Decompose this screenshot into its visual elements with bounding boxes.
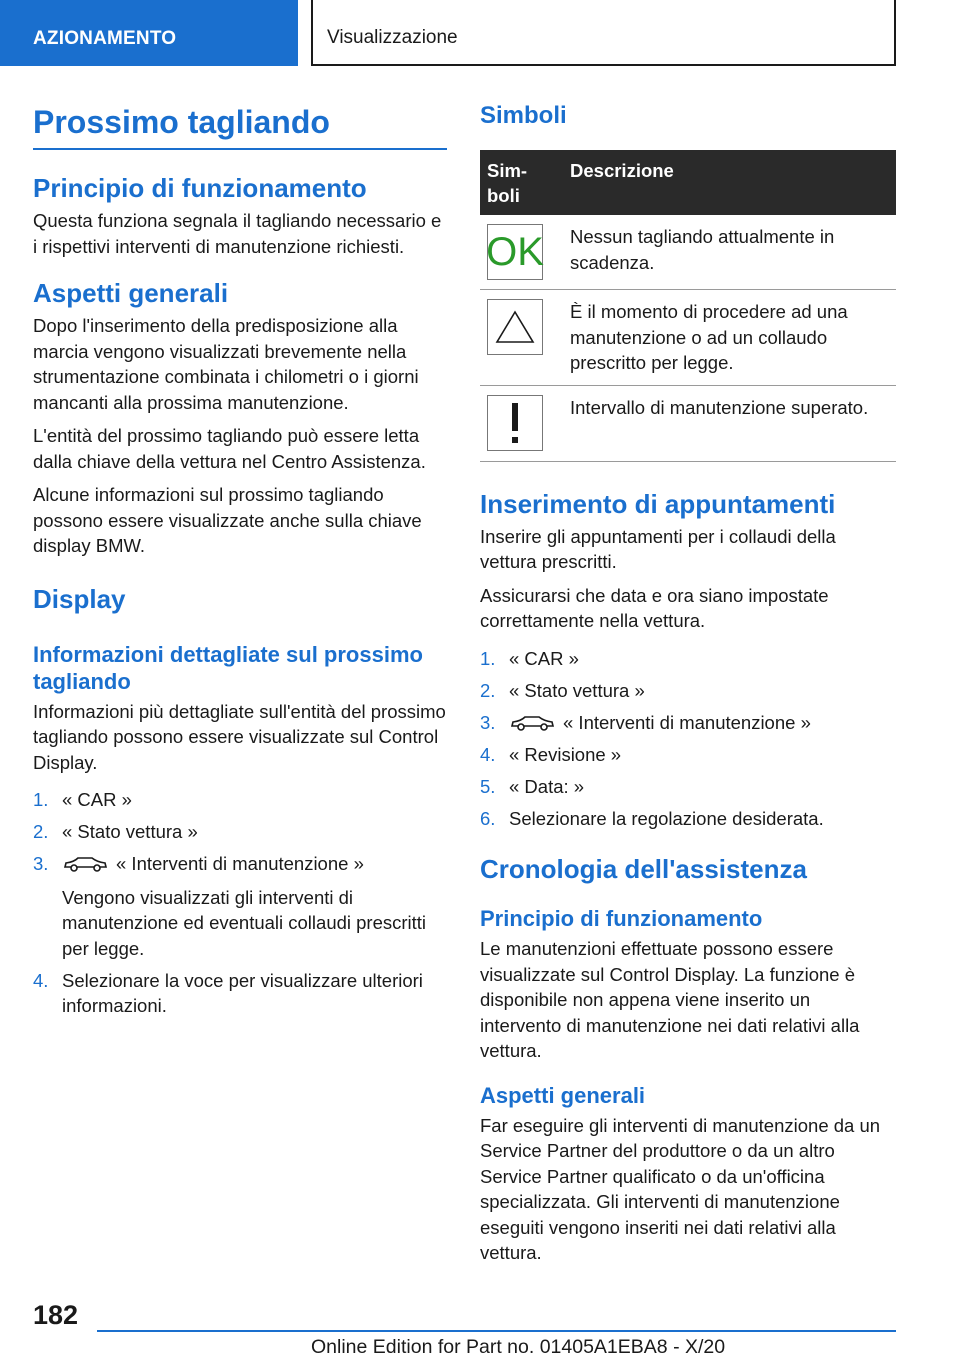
right-column bbox=[480, 100, 896, 1274]
list-item bbox=[33, 787, 447, 813]
steps-list bbox=[33, 787, 447, 1019]
list-item bbox=[480, 646, 896, 672]
list-item bbox=[480, 806, 896, 832]
step-number: 1. bbox=[480, 647, 496, 669]
steps-list bbox=[480, 646, 896, 832]
page-title: Prossimo tagliando bbox=[33, 102, 447, 150]
footer-edition: Online Edition for Part no. 01405A1EBA8 - X/20 bbox=[311, 1336, 726, 1358]
column-header-symbols: Sim-boli bbox=[480, 150, 563, 215]
step-number: 1. bbox=[33, 789, 49, 810]
heading-simboli: Simboli bbox=[480, 102, 567, 129]
list-item bbox=[480, 710, 896, 736]
heading-principio: Principio di funzionamento bbox=[33, 173, 367, 203]
warning-triangle-icon bbox=[487, 299, 543, 355]
left-column bbox=[33, 102, 447, 1025]
step-number: 5. bbox=[480, 775, 496, 797]
paragraph: Informazioni più dettagliate sull'entità del prossimo tagliando possono essere visualizzate sul Control Display. bbox=[33, 700, 446, 773]
step-number: 2. bbox=[480, 679, 496, 701]
table-cell: Nessun tagliando attualmente in scadenza. bbox=[563, 215, 896, 290]
paragraph: L'entità del prossimo tagliando può essere letta dalla chiave della vettura nel Centro Assistenza. bbox=[33, 425, 426, 472]
table-row bbox=[480, 290, 896, 386]
list-item bbox=[480, 678, 896, 704]
paragraph: Questa funziona segnala il tagliando necessario e i rispettivi interventi di manutenzione richiesti. bbox=[33, 210, 442, 257]
list-item bbox=[33, 819, 447, 845]
step-number: 3. bbox=[480, 711, 496, 733]
section-tab: AZIONAMENTO bbox=[0, 0, 298, 66]
paragraph: Far eseguire gli interventi di manutenzione da un Service Partner del produttore o da un altro Service Partner qualificato o da un'officina specializzata. Gli interventi di manutenzione eseguiti vengono inseriti nei dati relativi alla vettura. bbox=[480, 1114, 881, 1263]
step-note: Vengono visualizzati gli interventi di manutenzione ed eventuali collaudi prescritti per legge. bbox=[62, 886, 427, 959]
list-item bbox=[480, 742, 896, 768]
symbols-table bbox=[480, 150, 896, 462]
car-icon bbox=[509, 714, 555, 732]
step-text: « CAR » bbox=[509, 647, 579, 669]
paragraph: Assicurarsi che data e ora siano impostate correttamente nella vettura. bbox=[480, 584, 829, 631]
table-cell: È il momento di procedere ad una manutenzione o ad un collaudo prescritto per legge. bbox=[563, 290, 896, 386]
step-text: « Revisione » bbox=[509, 743, 622, 765]
heading-aspetti: Aspetti generali bbox=[33, 278, 229, 308]
chapter-title: Visualizzazione bbox=[311, 0, 896, 66]
step-text: « Interventi di manutenzione » bbox=[116, 853, 364, 874]
step-text: « Stato vettura » bbox=[62, 821, 198, 842]
paragraph: Dopo l'inserimento della predisposizione alla marcia vengono visualizzati brevemente nella strumentazione combinata i chilometri o i giorni mancanti alla prossima manutenzione. bbox=[33, 315, 419, 413]
exclamation-icon bbox=[487, 395, 543, 451]
list-item bbox=[480, 774, 896, 800]
step-text: « Data: » bbox=[509, 775, 585, 797]
step-number: 2. bbox=[33, 821, 49, 842]
step-text: Selezionare la regolazione desiderata. bbox=[509, 807, 824, 829]
paragraph: Le manutenzioni effettuate possono essere visualizzate sul Control Display. La funzione è disponibile non appena viene inserito un intervento di manutenzione nei dati relativi alla vettura. bbox=[480, 938, 860, 1061]
list-item bbox=[33, 851, 447, 961]
table-header bbox=[480, 150, 896, 215]
heading-appuntamenti: Inserimento di appuntamenti bbox=[480, 488, 836, 519]
step-text: « Stato vettura » bbox=[509, 679, 645, 701]
footer-divider bbox=[97, 1330, 896, 1332]
ok-icon: OK bbox=[487, 224, 543, 280]
step-number: 3. bbox=[33, 853, 49, 874]
page-number: 182 bbox=[33, 1300, 79, 1330]
paragraph: Alcune informazioni sul prossimo tagliando possono essere visualizzate anche sulla chiave display BMW. bbox=[33, 484, 422, 556]
heading-display: Display bbox=[33, 583, 126, 614]
car-icon bbox=[62, 855, 108, 873]
paragraph: Inserire gli appuntamenti per i collaudi della vettura prescritti. bbox=[480, 525, 836, 572]
step-number: 4. bbox=[33, 969, 49, 991]
list-item bbox=[33, 968, 447, 1019]
step-number: 6. bbox=[480, 807, 496, 829]
heading-cronologia: Cronologia dell'assistenza bbox=[480, 854, 807, 884]
table-row bbox=[480, 385, 896, 461]
table-cell: Intervallo di manutenzione superato. bbox=[563, 385, 896, 461]
step-text: « Interventi di manutenzione » bbox=[563, 711, 811, 733]
step-number: 4. bbox=[480, 743, 496, 765]
subheading-aspetti: Aspetti generali bbox=[480, 1082, 646, 1108]
step-text: Selezionare la voce per visualizzare ulteriori informazioni. bbox=[62, 969, 423, 1016]
subheading-dettagli: Informazioni dettagliate sul prossimo tagliando bbox=[33, 641, 423, 694]
subheading-principio: Principio di funzionamento bbox=[480, 906, 763, 931]
column-header-description: Descrizione bbox=[563, 150, 896, 215]
step-text: « CAR » bbox=[62, 789, 132, 810]
table-row bbox=[480, 215, 896, 290]
